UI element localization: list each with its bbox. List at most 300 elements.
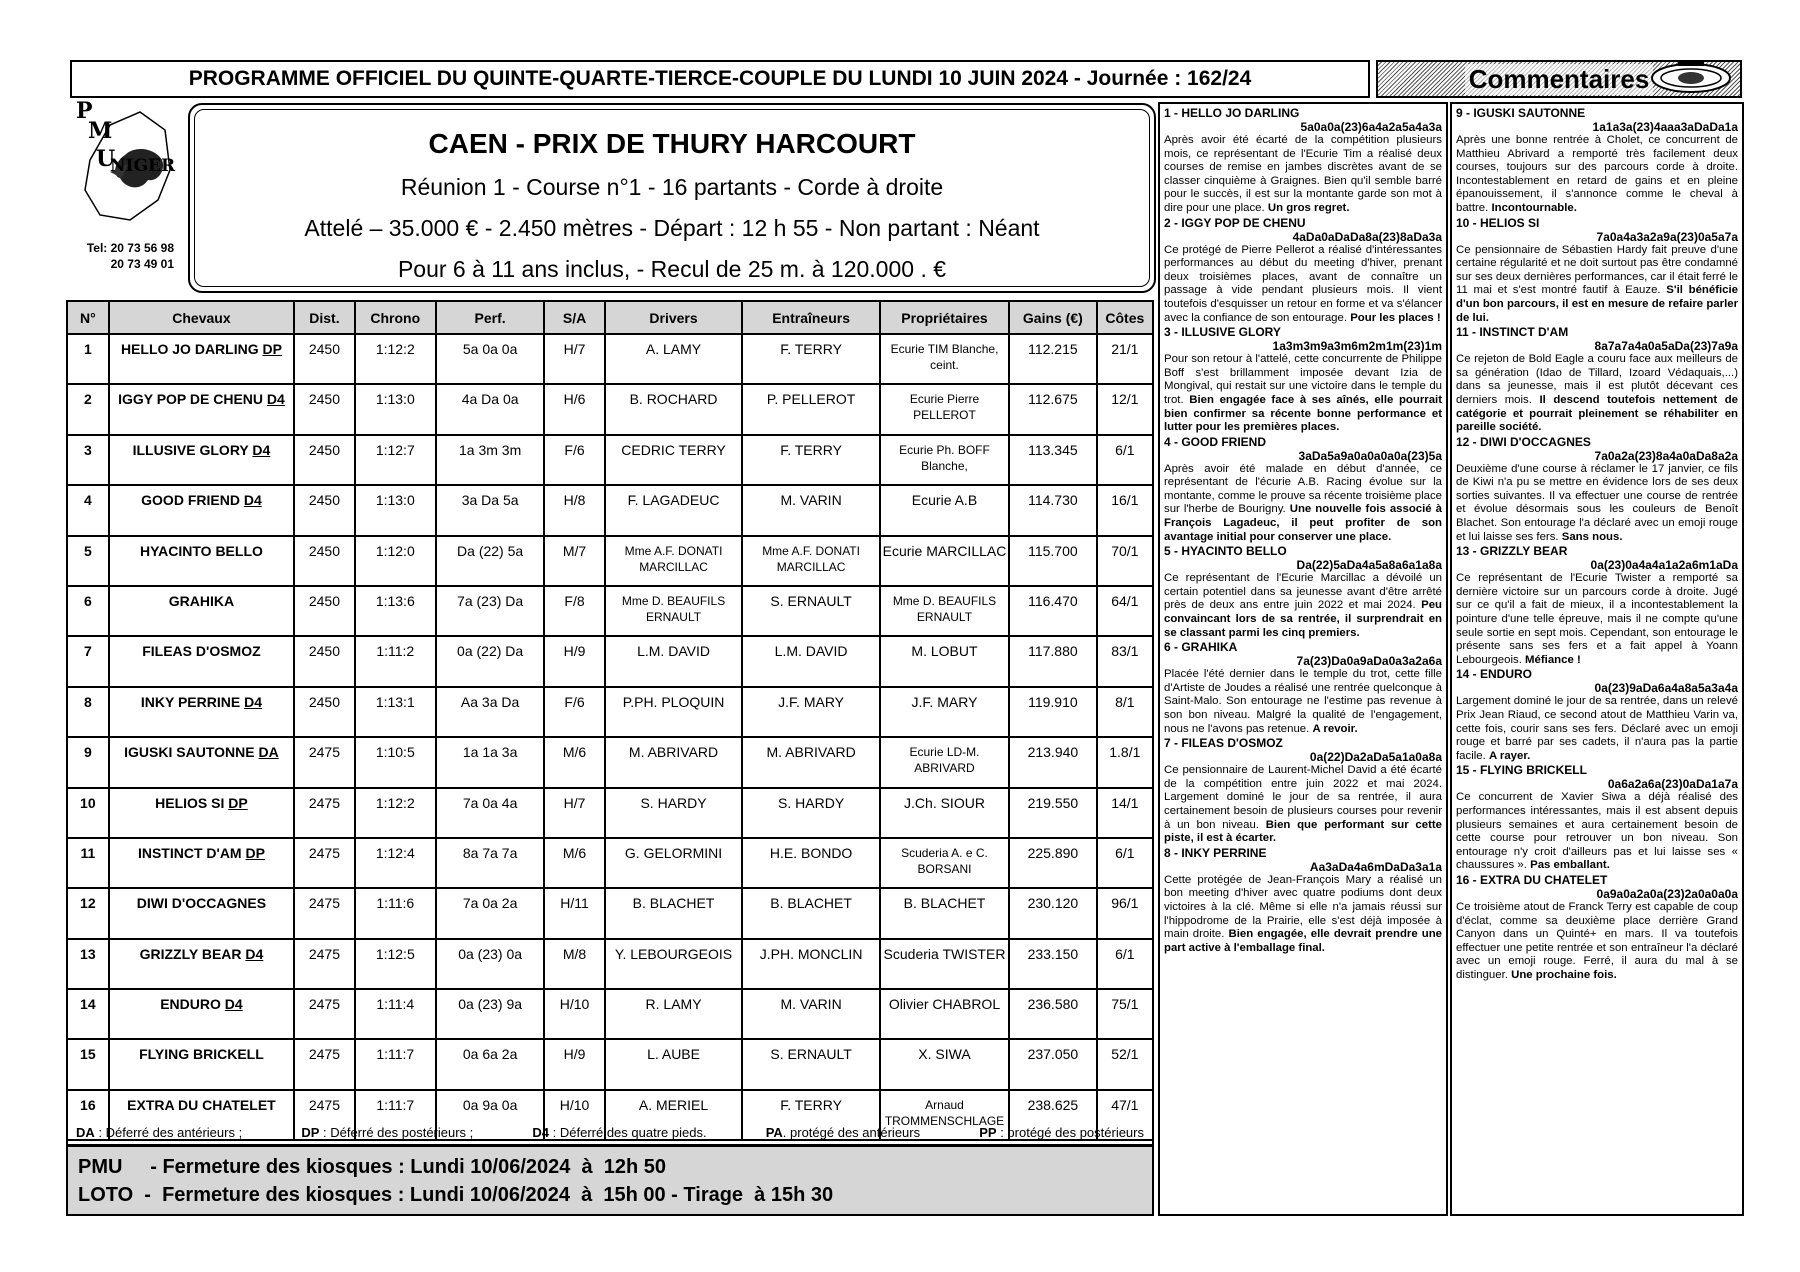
race-title: CAEN - PRIX DE THURY HARCOURT xyxy=(428,128,916,159)
chrono: 1:12:2 xyxy=(355,788,436,838)
comment-text: Cette protégée de Jean-François Mary a réalisé un bon meeting d'hiver avec quatre podiums dont deux victoires à la clé. Même si elle n'a jamais réussi sur l'hippodrome de la Prairie, elle s'est déjà imposée à main droite. Bien engagée, elle devrait prendre une part active à l'emballage final. xyxy=(1164,873,1443,954)
race-info-box xyxy=(188,103,1156,293)
horse-name-text: GRAHIKA xyxy=(168,592,235,609)
owner: Ecurie Pierre PELLEROT xyxy=(880,384,1009,434)
horse-name-text: HELIOS SI xyxy=(155,794,225,811)
comment-verdict: Pas emballant. xyxy=(1530,859,1610,872)
runner-number: 2 xyxy=(67,384,109,434)
comment-horse: 13 - GRIZZLY BEAR xyxy=(1456,544,1568,559)
comment-text: Ce troisième atout de Franck Terry est capable de coup d'éclat, comme sa deuxième place derrière Grand Canyon dans un Quinté+ en mars. Il va toutefois effectuer une petite rentrée et son entraîneur l'a déclaré avec un emoji rouge. Ferré, il aura du mal à se distinguer. Une prochaine fois. xyxy=(1456,900,1738,981)
runner-number: 14 xyxy=(67,989,109,1039)
shoeing-code: D4 xyxy=(245,945,264,962)
runner-number: 4 xyxy=(67,485,109,535)
comment-horse: 3 - ILLUSIVE GLORY xyxy=(1164,325,1281,340)
comment-horse: 9 - IGUSKI SAUTONNE xyxy=(1456,106,1586,120)
sex-age: M/8 xyxy=(544,939,604,989)
table-row xyxy=(67,989,1153,1039)
chrono: 1:11:7 xyxy=(355,1039,436,1089)
comment-form-code: Da(22)5aDa4a5a8a6a1a8a xyxy=(1296,558,1442,573)
driver: M. ABRIVARD xyxy=(605,737,743,787)
comment-form-code: 7a0a4a3a2a9a(23)0a5a7a xyxy=(1596,229,1738,244)
comment-text: Après une bonne rentrée à Cholet, ce concurrent de Matthieu Abrivard a remporté très facilement deux courses, toujours sur des parcours corde à droite. Incontestablement en retard de gains et en pleine épanouissement, il s'annonce comme le cheval à battre. Incontournable. xyxy=(1456,134,1738,214)
legend-d4: D4 : Déferré des quatre pieds. xyxy=(532,1124,707,1140)
owner: Scuderia TWISTER xyxy=(880,939,1009,989)
col-distance: Dist. xyxy=(294,301,354,334)
comment-item xyxy=(1164,736,1442,846)
legend-pp: PP : protégé des postérieurs xyxy=(979,1124,1144,1140)
col-performance: Perf. xyxy=(436,301,544,334)
sex-age: H/10 xyxy=(544,1090,604,1140)
trainer: S. ERNAULT xyxy=(742,586,880,636)
distance: 2450 xyxy=(294,384,354,434)
odds: 47/1 xyxy=(1097,1090,1153,1140)
odds: 16/1 xyxy=(1097,485,1153,535)
comment-horse: 12 - DIWI D'OCCAGNES xyxy=(1456,434,1591,449)
comment-item xyxy=(1456,873,1738,983)
comment-horse: 1 - HELLO JO DARLING xyxy=(1164,106,1300,120)
comment-horse: 5 - HYACINTO BELLO xyxy=(1164,544,1287,559)
runner-number: 6 xyxy=(67,586,109,636)
shoeing-code: D4 xyxy=(252,441,271,458)
runner-number: 15 xyxy=(67,1039,109,1089)
performance: 0a (23) 9a xyxy=(436,989,544,1039)
legend-dp: DP : Déferré des postérieurs ; xyxy=(301,1124,474,1140)
earnings: 225.890 xyxy=(1009,838,1097,888)
performance: Aa 3a Da xyxy=(436,687,544,737)
distance: 2475 xyxy=(294,737,354,787)
legend-da: DA : Déferré des antérieurs ; xyxy=(76,1124,243,1140)
contact-phones xyxy=(70,240,174,272)
table-row xyxy=(67,435,1153,485)
legend-pa: PA. protégé des antérieurs xyxy=(765,1124,921,1140)
horse-name xyxy=(109,687,295,737)
horse-name xyxy=(109,586,295,636)
comment-form-code: 1a3m3m9a3m6m2m1m(23)1m xyxy=(1272,339,1442,354)
earnings: 117.880 xyxy=(1009,636,1097,686)
comment-verdict: Bien engagée, elle devrait prendre une part active à l'emballage final. xyxy=(1164,928,1443,954)
comment-horse: 4 - GOOD FRIEND xyxy=(1164,434,1267,449)
earnings: 236.580 xyxy=(1009,989,1097,1039)
horse-name-text: GRIZZLY BEAR xyxy=(139,945,242,962)
table-row xyxy=(67,636,1153,686)
table-row xyxy=(67,788,1153,838)
col-odds: Côtes xyxy=(1097,301,1153,334)
shoeing-code: D4 xyxy=(244,693,262,710)
shoeing-legend xyxy=(66,1120,1154,1146)
sex-age: H/7 xyxy=(544,788,604,838)
comment-form-code: 1a1a3a(23)4aaa3aDaDa1a xyxy=(1592,120,1738,134)
odds: 83/1 xyxy=(1097,636,1153,686)
horse-name-text: IGUSKI SAUTONNE xyxy=(124,744,255,761)
driver: Y. LEBOURGEOIS xyxy=(605,939,743,989)
horse-name-text: INKY PERRINE xyxy=(140,693,241,710)
comment-verdict: Pour les places ! xyxy=(1350,311,1441,324)
horse-name xyxy=(109,485,295,535)
comment-item xyxy=(1164,544,1442,640)
comment-text: Pour son retour à l'attelé, cette concurrente de Philippe Boff s'est brillamment imposée devant Izia de Mongival, qui restait sur une victoire dans le temple du trot. Bien engagée face à ses aînés, elle pourrait bien confirmer sa récente bonne performance et lutter pour les premières places. xyxy=(1164,353,1443,434)
horse-name xyxy=(109,384,295,434)
col-sex-age: S/A xyxy=(544,301,604,334)
runner-number: 3 xyxy=(67,435,109,485)
comment-verdict: Un gros regret. xyxy=(1267,201,1350,214)
comment-horse: 15 - FLYING BRICKELL xyxy=(1456,763,1587,778)
race-conditions-line: Attelé – 35.000 € - 2.450 mètres - Départ : 12 h 55 - Non partant : Néant xyxy=(304,215,1040,241)
driver: R. LAMY xyxy=(605,989,743,1039)
odds: 70/1 xyxy=(1097,536,1153,586)
performance: 0a 6a 2a xyxy=(436,1039,544,1089)
shoeing-code: D4 xyxy=(224,996,243,1013)
odds: 8/1 xyxy=(1097,687,1153,737)
earnings: 119.910 xyxy=(1009,687,1097,737)
chrono: 1:13:0 xyxy=(355,384,436,434)
earnings: 213.940 xyxy=(1009,737,1097,787)
trainer: L.M. DAVID xyxy=(742,636,880,686)
performance: 7a (23) Da xyxy=(436,586,544,636)
odds: 75/1 xyxy=(1097,989,1153,1039)
performance: 0a (22) Da xyxy=(436,636,544,686)
table-row xyxy=(67,334,1153,384)
shoeing-code: DP xyxy=(228,794,248,811)
comment-text: Ce représentant de l'Ecurie Twister a remporté sa dernière victoire sur un parcours corde à droite. Jugé sur ce qu'il a fait de mieux, il a incontestablement la pointure d'une telle épreuve, mais il ne compte qu'une seule sortie en sept mois. Cependant, son entourage le présente sans ses fers et a fait appel à Yoann Lebourgeois. Méfiance ! xyxy=(1456,572,1738,666)
performance: 5a 0a 0a xyxy=(436,334,544,384)
comment-text: Après avoir été malade en début d'année, ce représentant de l'écurie A.B. Racing évolue sur la montante, comme le prouve sa récente troisième place sur l'herbe de Bourigny. Une nouvelle fois associé à François Lagadeuc, il peut profiter de son avantage initial pour conserver une place. xyxy=(1164,462,1442,543)
sex-age: F/8 xyxy=(544,586,604,636)
comment-text: Ce pensionnaire de Sébastien Hardy fait preuve d'une certaine régularité et ne doit surtout pas être condamné sur ses deux dernières performances, car il était ferré le 11 mai et s'est montré fautif à Eauze. S'il bénéficie d'un bon parcours, il est en mesure de refaire parler de lui. xyxy=(1456,243,1738,324)
comments-title: Commentaires xyxy=(1376,60,1742,98)
comment-item xyxy=(1164,640,1442,736)
race-meeting-line: Réunion 1 - Course n°1 - 16 partants - Corde à droite xyxy=(400,174,944,200)
comment-form-code: 0a(22)Da2aDa5a1a0a8a xyxy=(1309,750,1442,765)
chrono: 1:13:0 xyxy=(355,485,436,535)
distance: 2475 xyxy=(294,1090,354,1140)
horse-name-text: ILLUSIVE GLORY xyxy=(132,441,249,458)
trainer: M. VARIN xyxy=(742,485,880,535)
horse-name-text: FLYING BRICKELL xyxy=(139,1046,264,1063)
odds: 96/1 xyxy=(1097,888,1153,938)
table-header-row xyxy=(67,301,1153,334)
earnings: 219.550 xyxy=(1009,788,1097,838)
performance: 3a Da 5a xyxy=(436,485,544,535)
distance: 2450 xyxy=(294,536,354,586)
owner: J.F. MARY xyxy=(880,687,1009,737)
horse-name-text: IGGY POP DE CHENU xyxy=(118,391,264,408)
comment-horse: 6 - GRAHIKA xyxy=(1164,640,1238,655)
driver: G. GELORMINI xyxy=(605,838,743,888)
chrono: 1:12:7 xyxy=(355,435,436,485)
sex-age: H/7 xyxy=(544,334,604,384)
comment-text: Après avoir été écarté de la compétition plusieurs mois, ce représentant de l'Ecurie Tim a réalisé deux courses de remise en jambes discrètes avant de se classer cinquième à Graignes. Bien qu'il semble barré pour le succès, il est sur la montante garde son mot à dire pour une place. Un gros regret. xyxy=(1164,134,1442,214)
odds: 52/1 xyxy=(1097,1039,1153,1089)
phone-2: 20 73 49 01 xyxy=(110,257,174,271)
owner: M. LOBUT xyxy=(880,636,1009,686)
owner: Ecurie LD-M. ABRIVARD xyxy=(880,737,1009,787)
comment-verdict: Bien que performant sur cette piste, il est à écarter. xyxy=(1164,818,1442,845)
comment-item xyxy=(1164,325,1442,435)
runner-number: 5 xyxy=(67,536,109,586)
phone-1: Tel: 20 73 56 98 xyxy=(86,241,174,255)
earnings: 237.050 xyxy=(1009,1039,1097,1089)
logo-niger-text: NIGER xyxy=(110,156,176,176)
owner: B. BLACHET xyxy=(880,888,1009,938)
comment-verdict: Peu convaincant lors de sa rentrée, il surprendrait en se classant parmi les cinq premiers. xyxy=(1164,599,1442,639)
trainer: M. ABRIVARD xyxy=(742,737,880,787)
sex-age: H/9 xyxy=(544,636,604,686)
trainer: B. BLACHET xyxy=(742,888,880,938)
comment-horse: 2 - IGGY POP DE CHENU xyxy=(1164,215,1306,230)
table-row xyxy=(67,939,1153,989)
horse-name-text: FILEAS D'OSMOZ xyxy=(142,643,261,660)
driver: A. MERIEL xyxy=(605,1090,743,1140)
col-number: N° xyxy=(67,301,109,334)
distance: 2450 xyxy=(294,485,354,535)
pmu-closing: PMU - Fermeture des kiosques : Lundi 10/06/2024 à 12h 50 xyxy=(78,1156,666,1178)
eye-logo-icon xyxy=(1650,62,1732,94)
runner-number: 8 xyxy=(67,687,109,737)
horse-name xyxy=(109,536,295,586)
distance: 2475 xyxy=(294,989,354,1039)
sex-age: H/11 xyxy=(544,888,604,938)
comment-form-code: 0a6a2a6a(23)0aDa1a7a xyxy=(1607,777,1738,792)
comment-item xyxy=(1456,106,1738,216)
comment-form-code: 0a(23)9aDa6a4a8a5a3a4a xyxy=(1594,681,1738,696)
sex-age: H/9 xyxy=(544,1039,604,1089)
comment-verdict: Bien engagée face à ses aînés, elle pourrait bien confirmer sa récente bonne performance et lutter pour les premières places. xyxy=(1164,393,1443,434)
owner: Ecurie A.B xyxy=(880,485,1009,535)
runner-number: 16 xyxy=(67,1090,109,1140)
performance: 0a 9a 0a xyxy=(436,1090,544,1140)
loto-closing: LOTO - Fermeture des kiosques : Lundi 10/06/2024 à 15h 00 - Tirage à 15h 30 xyxy=(78,1184,834,1206)
comment-form-code: 0a(23)0a4a4a1a2a6m1aDa xyxy=(1590,558,1738,573)
distance: 2450 xyxy=(294,636,354,686)
sex-age: M/6 xyxy=(544,737,604,787)
comment-verdict: Une prochaine fois. xyxy=(1511,968,1617,981)
owner: Olivier CHABROL xyxy=(880,989,1009,1039)
chrono: 1:12:2 xyxy=(355,334,436,384)
odds: 12/1 xyxy=(1097,384,1153,434)
table-row xyxy=(67,838,1153,888)
driver: B. ROCHARD xyxy=(605,384,743,434)
horse-name xyxy=(109,788,295,838)
col-trainers: Entraîneurs xyxy=(742,301,880,334)
comment-text: Ce représentant de l'Ecurie Marcillac a dévoilé un certain potentiel dans sa jeunesse avant d'être arrêté près de deux ans entre juin 2022 et mai 2024. Peu convaincant lors de sa rentrée, il surprendrait en se classant parmi les cinq premiers. xyxy=(1164,572,1442,639)
col-horses: Chevaux xyxy=(109,301,295,334)
odds: 6/1 xyxy=(1097,435,1153,485)
table-row xyxy=(67,687,1153,737)
performance: Da (22) 5a xyxy=(436,536,544,586)
comment-horse: 16 - EXTRA DU CHATELET xyxy=(1456,872,1608,887)
trainer: Mme A.F. DONATI MARCILLAC xyxy=(742,536,880,586)
table-row xyxy=(67,888,1153,938)
trainer: F. TERRY xyxy=(742,334,880,384)
sex-age: M/7 xyxy=(544,536,604,586)
sex-age: H/6 xyxy=(544,384,604,434)
earnings: 233.150 xyxy=(1009,939,1097,989)
earnings: 116.470 xyxy=(1009,586,1097,636)
driver: P.PH. PLOQUIN xyxy=(605,687,743,737)
comment-item xyxy=(1456,435,1738,545)
comment-horse: 11 - INSTINCT D'AM xyxy=(1456,325,1569,340)
horse-name xyxy=(109,838,295,888)
owner: Scuderia A. e C. BORSANI xyxy=(880,838,1009,888)
shoeing-code: D4 xyxy=(266,391,285,408)
trainer: S. ERNAULT xyxy=(742,1039,880,1089)
table-row xyxy=(67,737,1153,787)
chrono: 1:10:5 xyxy=(355,737,436,787)
owner: J.Ch. SIOUR xyxy=(880,788,1009,838)
runner-number: 7 xyxy=(67,636,109,686)
comment-verdict: Il descend toutefois nettement de catégorie et pourrait pleinement se réhabiliter en pareille société. xyxy=(1456,393,1738,434)
distance: 2450 xyxy=(294,687,354,737)
owner: Ecurie TIM Blanche, ceint. xyxy=(880,334,1009,384)
comment-verdict: Une nouvelle fois associé à François Lagadeuc, il peut profiter de son avantage initial pour conserver une place. xyxy=(1164,503,1442,543)
performance: 1a 3m 3m xyxy=(436,435,544,485)
owner: X. SIWA xyxy=(880,1039,1009,1089)
comment-form-code: 7a(23)Da0a9aDa0a3a2a6a xyxy=(1296,654,1442,669)
table-row xyxy=(67,1039,1153,1089)
comment-horse: 14 - ENDURO xyxy=(1456,667,1533,682)
horse-name xyxy=(109,1039,295,1089)
earnings: 112.675 xyxy=(1009,384,1097,434)
earnings: 113.345 xyxy=(1009,435,1097,485)
chrono: 1:12:0 xyxy=(355,536,436,586)
comment-text: Ce rejeton de Bold Eagle a couru face aux meilleurs de sa génération (Idao de Tillard, Izoard Védaquais,...) dans sa jeunesse, mais il est plutôt décevant ces derniers mois. Il descend toutefois nettement de catégorie et pourrait pleinement se réhabiliter en pareille société. xyxy=(1456,353,1738,434)
race-eligibility-line: Pour 6 à 11 ans inclus, - Recul de 25 m. à 120.000 . € xyxy=(397,256,947,282)
col-drivers: Drivers xyxy=(605,301,743,334)
horse-name xyxy=(109,435,295,485)
comment-form-code: 7a0a2a(23)8a4a0aDa8a2a xyxy=(1594,448,1738,463)
comment-item xyxy=(1456,544,1738,667)
distance: 2475 xyxy=(294,788,354,838)
trainer: P. PELLEROT xyxy=(742,384,880,434)
chrono: 1:13:6 xyxy=(355,586,436,636)
owner: Arnaud TROMMENSCHLAGE xyxy=(880,1090,1009,1140)
chrono: 1:11:4 xyxy=(355,989,436,1039)
horse-name-text: ENDURO xyxy=(160,996,221,1013)
comment-item xyxy=(1164,846,1442,956)
odds: 21/1 xyxy=(1097,334,1153,384)
comment-item xyxy=(1456,763,1738,873)
comment-text: Largement dominé le jour de sa rentrée, dans un relevé Prix Jean Riaud, ce second atout de Matthieu Varin va, cette fois, courir sans ses fers. Déclaré avec un emoji rouge et barré par ses cadets, il n'aura pas la partie facile. A rayer. xyxy=(1456,695,1738,762)
performance: 0a (23) 0a xyxy=(436,939,544,989)
kiosk-closing-info xyxy=(66,1146,1154,1216)
comment-form-code: 8a7a7a4a0a5aDa(23)7a9a xyxy=(1594,339,1738,354)
performance: 4a Da 0a xyxy=(436,384,544,434)
trainer: M. VARIN xyxy=(742,989,880,1039)
distance: 2450 xyxy=(294,586,354,636)
horse-name xyxy=(109,888,295,938)
comment-form-code: 4aDa0aDaDa8a(23)8aDa3a xyxy=(1292,229,1442,244)
horse-name xyxy=(109,737,295,787)
runner-number: 10 xyxy=(67,788,109,838)
comments-column-2 xyxy=(1450,102,1744,1216)
odds: 14/1 xyxy=(1097,788,1153,838)
sex-age: F/6 xyxy=(544,435,604,485)
performance: 7a 0a 2a xyxy=(436,888,544,938)
trainer: F. TERRY xyxy=(742,435,880,485)
driver: S. HARDY xyxy=(605,788,743,838)
runner-number: 12 xyxy=(67,888,109,938)
trainer: S. HARDY xyxy=(742,788,880,838)
distance: 2450 xyxy=(294,435,354,485)
horse-name xyxy=(109,334,295,384)
comment-verdict: Sans nous. xyxy=(1561,530,1623,543)
comment-horse: 10 - HELIOS SI xyxy=(1456,215,1540,230)
table-row xyxy=(67,384,1153,434)
horse-name xyxy=(109,939,295,989)
chrono: 1:11:7 xyxy=(355,1090,436,1140)
comment-horse: 7 - FILEAS D'OSMOZ xyxy=(1164,736,1283,751)
odds: 6/1 xyxy=(1097,939,1153,989)
earnings: 112.215 xyxy=(1009,334,1097,384)
runners-table xyxy=(66,300,1154,1141)
driver: L. AUBE xyxy=(605,1039,743,1089)
table-row xyxy=(67,485,1153,535)
performance: 8a 7a 7a xyxy=(436,838,544,888)
earnings: 115.700 xyxy=(1009,536,1097,586)
driver: CEDRIC TERRY xyxy=(605,435,743,485)
chrono: 1:12:4 xyxy=(355,838,436,888)
sex-age: H/10 xyxy=(544,989,604,1039)
driver: L.M. DAVID xyxy=(605,636,743,686)
comment-form-code: Aa3aDa4a6mDaDa3a1a xyxy=(1309,859,1442,874)
runner-number: 1 xyxy=(67,334,109,384)
table-row xyxy=(67,586,1153,636)
distance: 2475 xyxy=(294,1039,354,1089)
chrono: 1:11:2 xyxy=(355,636,436,686)
shoeing-code: D4 xyxy=(243,492,262,509)
trainer: J.F. MARY xyxy=(742,687,880,737)
chrono: 1:12:5 xyxy=(355,939,436,989)
comment-verdict: Méfiance ! xyxy=(1525,653,1581,666)
horse-name-text: HYACINTO BELLO xyxy=(139,542,263,559)
runner-number: 13 xyxy=(67,939,109,989)
col-earnings: Gains (€) xyxy=(1009,301,1097,334)
comment-form-code: 3aDa5a9a0a0a0a0a(23)5a xyxy=(1298,448,1442,463)
horse-name-text: HELLO JO DARLING xyxy=(120,341,259,357)
driver: A. LAMY xyxy=(605,334,743,384)
owner: Ecurie MARCILLAC xyxy=(880,536,1009,586)
distance: 2450 xyxy=(294,334,354,384)
earnings: 114.730 xyxy=(1009,485,1097,535)
sex-age: H/8 xyxy=(544,485,604,535)
horse-name-text: INSTINCT D'AM xyxy=(137,844,242,861)
comment-item xyxy=(1456,216,1738,326)
comment-item xyxy=(1456,325,1738,435)
comment-item xyxy=(1456,667,1738,763)
runner-number: 9 xyxy=(67,737,109,787)
programme-title: PROGRAMME OFFICIEL DU QUINTE-QUARTE-TIERCE-COUPLE DU LUNDI 10 JUIN 2024 - Journée : 162/24 xyxy=(70,60,1370,98)
comment-form-code: 0a9a0a2a0a(23)2a0a0a0a xyxy=(1596,886,1738,901)
owner: Ecurie Ph. BOFF Blanche, xyxy=(880,435,1009,485)
comment-text: Ce protégé de Pierre Pellerot a réalisé d'intéressantes performances au début du meeting d'hiver, prenant deux troisièmes places, avant de connaître un passage à vide pendant plusieurs mois. Il vient toutefois d'esquisser un retour en forme et va s'élancer avec la confiance de son entourage. Pour les places ! xyxy=(1164,243,1442,324)
odds: 64/1 xyxy=(1097,586,1153,636)
driver: Mme A.F. DONATI MARCILLAC xyxy=(605,536,743,586)
comment-form-code: 5a0a0a(23)6a4a2a5a4a3a xyxy=(1300,120,1442,134)
distance: 2475 xyxy=(294,888,354,938)
shoeing-code: DP xyxy=(262,341,282,357)
pmu-niger-logo: P M U NIGER xyxy=(70,100,185,240)
distance: 2475 xyxy=(294,939,354,989)
horse-name-text: DIWI D'OCCAGNES xyxy=(136,895,267,912)
chrono: 1:13:1 xyxy=(355,687,436,737)
table-row xyxy=(67,536,1153,586)
driver: F. LAGADEUC xyxy=(605,485,743,535)
trainer: J.PH. MONCLIN xyxy=(742,939,880,989)
comment-item xyxy=(1164,435,1442,545)
earnings: 238.625 xyxy=(1009,1090,1097,1140)
comment-item xyxy=(1164,106,1442,216)
comment-text: Ce concurrent de Xavier Siwa a déjà réalisé des performances intéressantes, mais il est absent depuis plusieurs semaines et aura certainement besoin de cette course pour retrouver un bon niveau. Son entourage n'y croit d'ailleurs pas et lui laisse ses « chaussures ». Pas emballant. xyxy=(1456,791,1738,872)
